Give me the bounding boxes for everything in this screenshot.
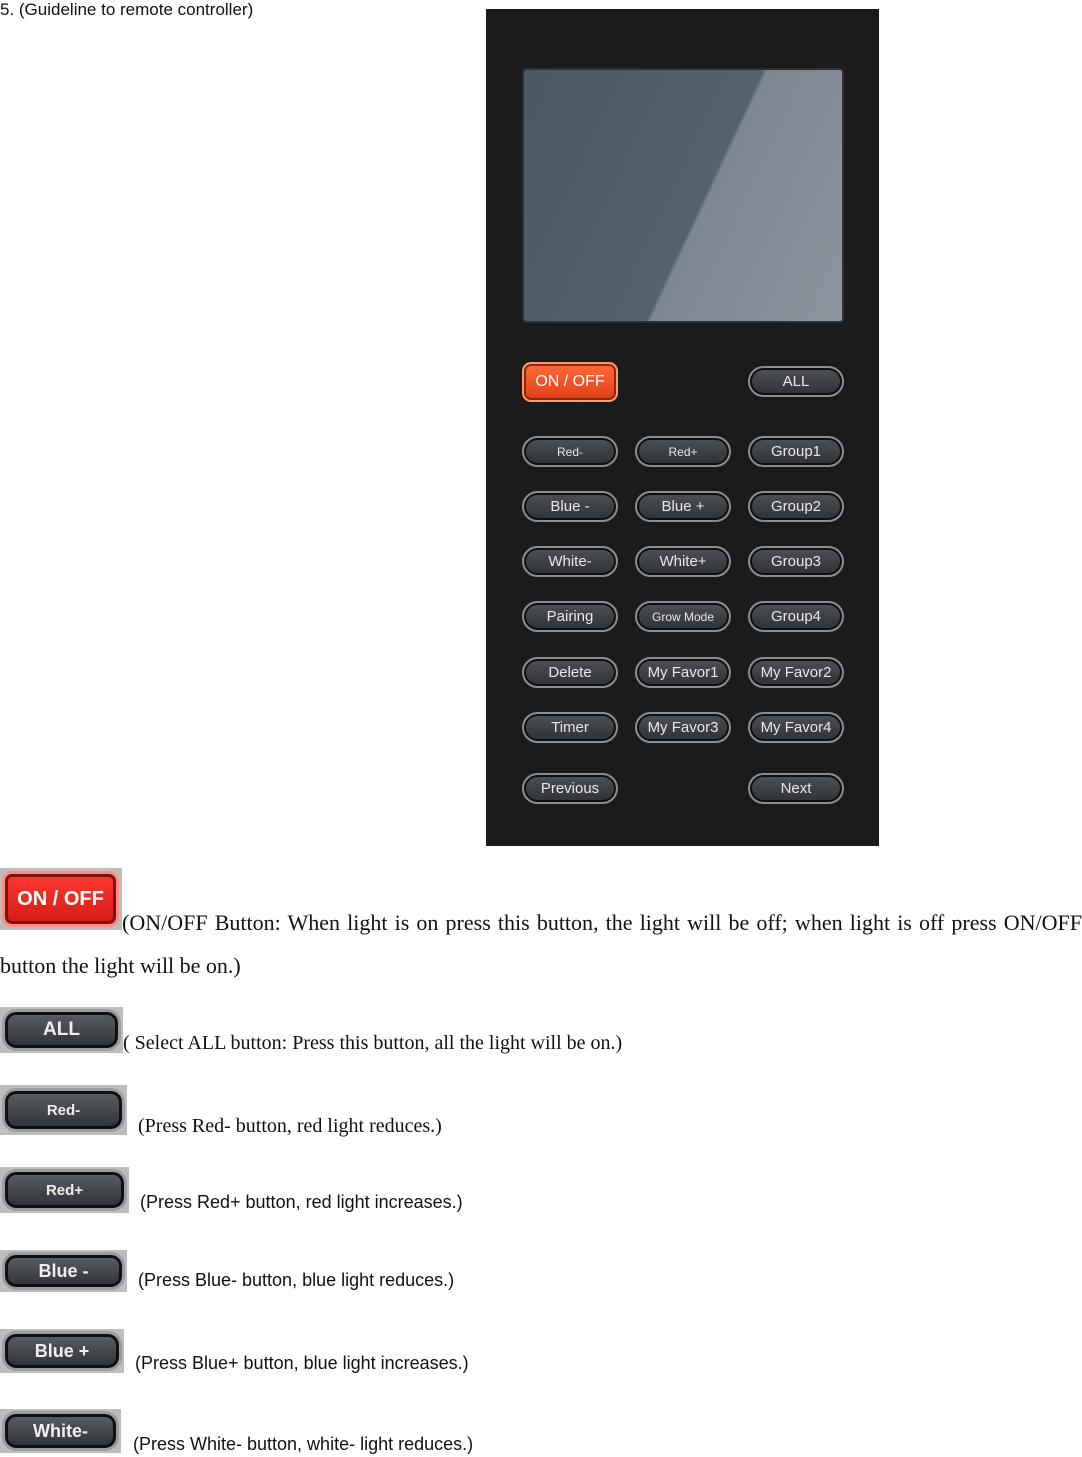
red-minus-button[interactable]: Red- (522, 436, 618, 467)
section-heading: 5. (Guideline to remote controller) (0, 0, 254, 19)
onoff-legend-button: ON / OFF (2, 871, 119, 927)
red-plus-legend-button: Red+ (2, 1169, 127, 1211)
blue-plus-legend-button: Blue + (2, 1331, 122, 1371)
red-plus-button[interactable]: Red+ (635, 436, 731, 467)
red-minus-description: (Press Red- button, red light reduces.) (138, 1115, 442, 1137)
all-description: ( Select ALL button: Press this button, all the light will be on.) (123, 1032, 623, 1054)
all-button[interactable]: ALL (748, 366, 844, 397)
blue-plus-button[interactable]: Blue + (635, 491, 731, 522)
red-plus-description: (Press Red+ button, red light increases.) (140, 1192, 463, 1212)
white-minus-legend-button: White- (2, 1411, 119, 1451)
pairing-button[interactable]: Pairing (522, 601, 618, 632)
blue-minus-legend-button: Blue - (2, 1252, 125, 1290)
group4-button[interactable]: Group4 (748, 601, 844, 632)
remote-controller (486, 9, 879, 846)
white-plus-button[interactable]: White+ (635, 546, 731, 577)
remote-display-screen (522, 68, 844, 323)
delete-button[interactable]: Delete (522, 657, 618, 688)
all-legend-button: ALL (2, 1009, 121, 1051)
group1-button[interactable]: Group1 (748, 436, 844, 467)
my-favor4-button[interactable]: My Favor4 (748, 712, 844, 743)
my-favor2-button[interactable]: My Favor2 (748, 657, 844, 688)
next-button[interactable]: Next (748, 773, 844, 804)
white-minus-button[interactable]: White- (522, 546, 618, 577)
blue-minus-description: (Press Blue- button, blue light reduces.) (138, 1270, 455, 1290)
red-minus-legend-button: Red- (2, 1088, 125, 1132)
blue-plus-description: (Press Blue+ button, blue light increases.) (135, 1353, 469, 1373)
group3-button[interactable]: Group3 (748, 546, 844, 577)
previous-button[interactable]: Previous (522, 773, 618, 804)
white-minus-description: (Press White- button, white- light reduces.) (133, 1434, 474, 1454)
timer-button[interactable]: Timer (522, 712, 618, 743)
blue-minus-button[interactable]: Blue - (522, 491, 618, 522)
grow-mode-button[interactable]: Grow Mode (635, 601, 731, 632)
my-favor1-button[interactable]: My Favor1 (635, 657, 731, 688)
group2-button[interactable]: Group2 (748, 491, 844, 522)
my-favor3-button[interactable]: My Favor3 (635, 712, 731, 743)
onoff-description: (ON/OFF Button: When light is on press this button, the light will be off; when light is off press ON/OFF button the light will be on.) (0, 910, 1082, 978)
onoff-button[interactable]: ON / OFF (522, 362, 618, 402)
